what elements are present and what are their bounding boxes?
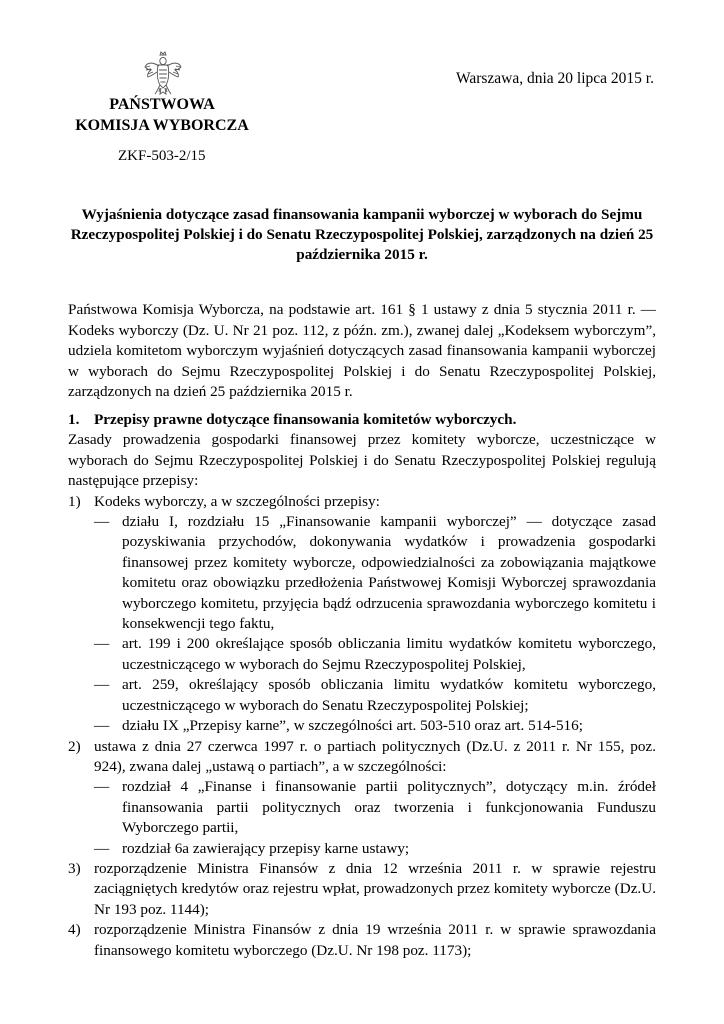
sub-list-item-text: art. 259, określający sposób obliczania limitu wydatków komitetu wyborczego, uczestniczącego w wyborach do Senatu Rzeczypospolitej Polskiej; (122, 676, 656, 714)
dash-marker: — (94, 839, 110, 857)
section-heading (68, 410, 656, 430)
sub-list (94, 777, 656, 859)
organization-line-2: KOMISJA WYBORCZA (75, 117, 249, 134)
list-marker: 4) (68, 921, 81, 939)
intro-paragraph: Państwowa Komisja Wyborcza, na podstawie art. 161 § 1 ustawy z dnia 5 stycznia 2011 r. — Kodeks wyborczy (Dz. U. Nr 21 poz. 112, z późn. zm.), zwanej dalej „Kodeksem wyborczym”, udziela komitetom wyborczym wyjaśnień dotyczących zasad finansowania kampanii wyborczej w wyborach do Sejmu Rzeczypospolitej Polskiej i do Senatu Rzeczypospolitej Polskiej, zarządzonych na dzień 25 października 2015 r. (68, 301, 656, 400)
sub-list (94, 512, 656, 736)
sub-list-item (94, 777, 656, 838)
list-item-text: Kodeks wyborczy, a w szczególności przepisy: (94, 492, 380, 510)
sub-list-item-text: art. 199 i 200 określające sposób obliczania limitu wydatków komitetu wyborczego, uczestniczącego w wyborach do Sejmu Rzeczypospolitej Polskiej, (122, 635, 656, 673)
dash-marker: — (94, 635, 110, 653)
sub-list-item-text: rozdział 6a zawierający przepisy karne ustawy; (122, 839, 410, 857)
document-title: Wyjaśnienia dotyczące zasad finansowania kampanii wyborczej w wyborach do Sejmu Rzeczypospolitej Polskiej i do Senatu Rzeczypospolitej Polskiej, zarządzonych na dzień 25 października 2015 r. (70, 206, 654, 263)
section-heading-text: Przepisy prawne dotyczące finansowania komitetów wyborczych. (94, 411, 517, 428)
dash-marker: — (94, 513, 110, 531)
section-1 (68, 410, 656, 961)
sub-list-item-text: działu IX „Przepisy karne”, w szczególności art. 503-510 oraz art. 514-516; (122, 717, 583, 735)
list-item-text: ustawa z dnia 27 czerwca 1997 r. o partiach politycznych (Dz.U. z 2011 r. Nr 155, poz. 924), zwana dalej „ustawą o partiach”, a w szczególności: (94, 737, 656, 775)
list-marker: 1) (68, 492, 81, 510)
list-item (68, 737, 656, 859)
sub-list-item-text: działu I, rozdziału 15 „Finansowanie kampanii wyborczej” — dotyczące zasad pozyskiwania przychodów, dokonywania wydatków i prowadzenia gospodarki finansowej przez komitety wyborcze, odpowiedzialności za zobowiązania majątkowe komitetu oraz obowiązku przedłożenia Państwowej Komisji Wyborczej sprawozdania wyborczego komitetu, przyjęcia bądź odrzucenia sprawozdania wyborczego komitetu i konsekwencji tego faktu, (122, 513, 656, 633)
dash-marker: — (94, 717, 110, 735)
organization-line-1: PAŃSTWOWA (109, 96, 215, 113)
dash-marker: — (94, 676, 110, 694)
sub-list-item (94, 675, 656, 716)
list-marker: 3) (68, 859, 81, 877)
sub-list-item (94, 716, 656, 736)
sub-list-item (94, 634, 656, 675)
list-item (68, 859, 656, 920)
sub-list-item (94, 512, 656, 634)
polish-eagle-emblem-icon (143, 50, 183, 96)
sub-list-item-text: rozdział 4 „Finanse i finansowanie partii politycznych”, dotyczący m.in. źródeł finansowania partii politycznych oraz tworzenia i funkcjonowania Funduszu Wyborczego partii, (122, 778, 656, 837)
organization-name (62, 94, 262, 136)
document-signature: ZKF-503-2/15 (118, 148, 206, 164)
dash-marker: — (94, 778, 110, 796)
sub-list-item (94, 839, 656, 859)
section-lead: Zasady prowadzenia gospodarki finansowej przez komitety wyborcze, uczestniczące w wyborach do Sejmu Rzeczypospolitej Polskiej i do Senatu Rzeczypospolitej Polskiej regulują następujące przepisy: (68, 431, 656, 490)
list-marker: 2) (68, 737, 81, 755)
list-item (68, 492, 656, 737)
place-date: Warszawa, dnia 20 lipca 2015 r. (455, 70, 654, 87)
regulations-list (68, 492, 656, 961)
section-number: 1. (68, 411, 80, 428)
list-item-text: rozporządzenie Ministra Finansów z dnia 19 września 2011 r. w sprawie sprawozdania finansowego komitetu wyborczego (Dz.U. Nr 198 poz. 1173); (94, 921, 656, 959)
list-item (68, 920, 656, 961)
list-item-text: rozporządzenie Ministra Finansów z dnia 12 września 2011 r. w sprawie rejestru zaciągniętych kredytów oraz rejestru wpłat, prowadzonych przez komitety wyborcze (Dz.U. Nr 193 poz. 1144); (94, 859, 656, 918)
